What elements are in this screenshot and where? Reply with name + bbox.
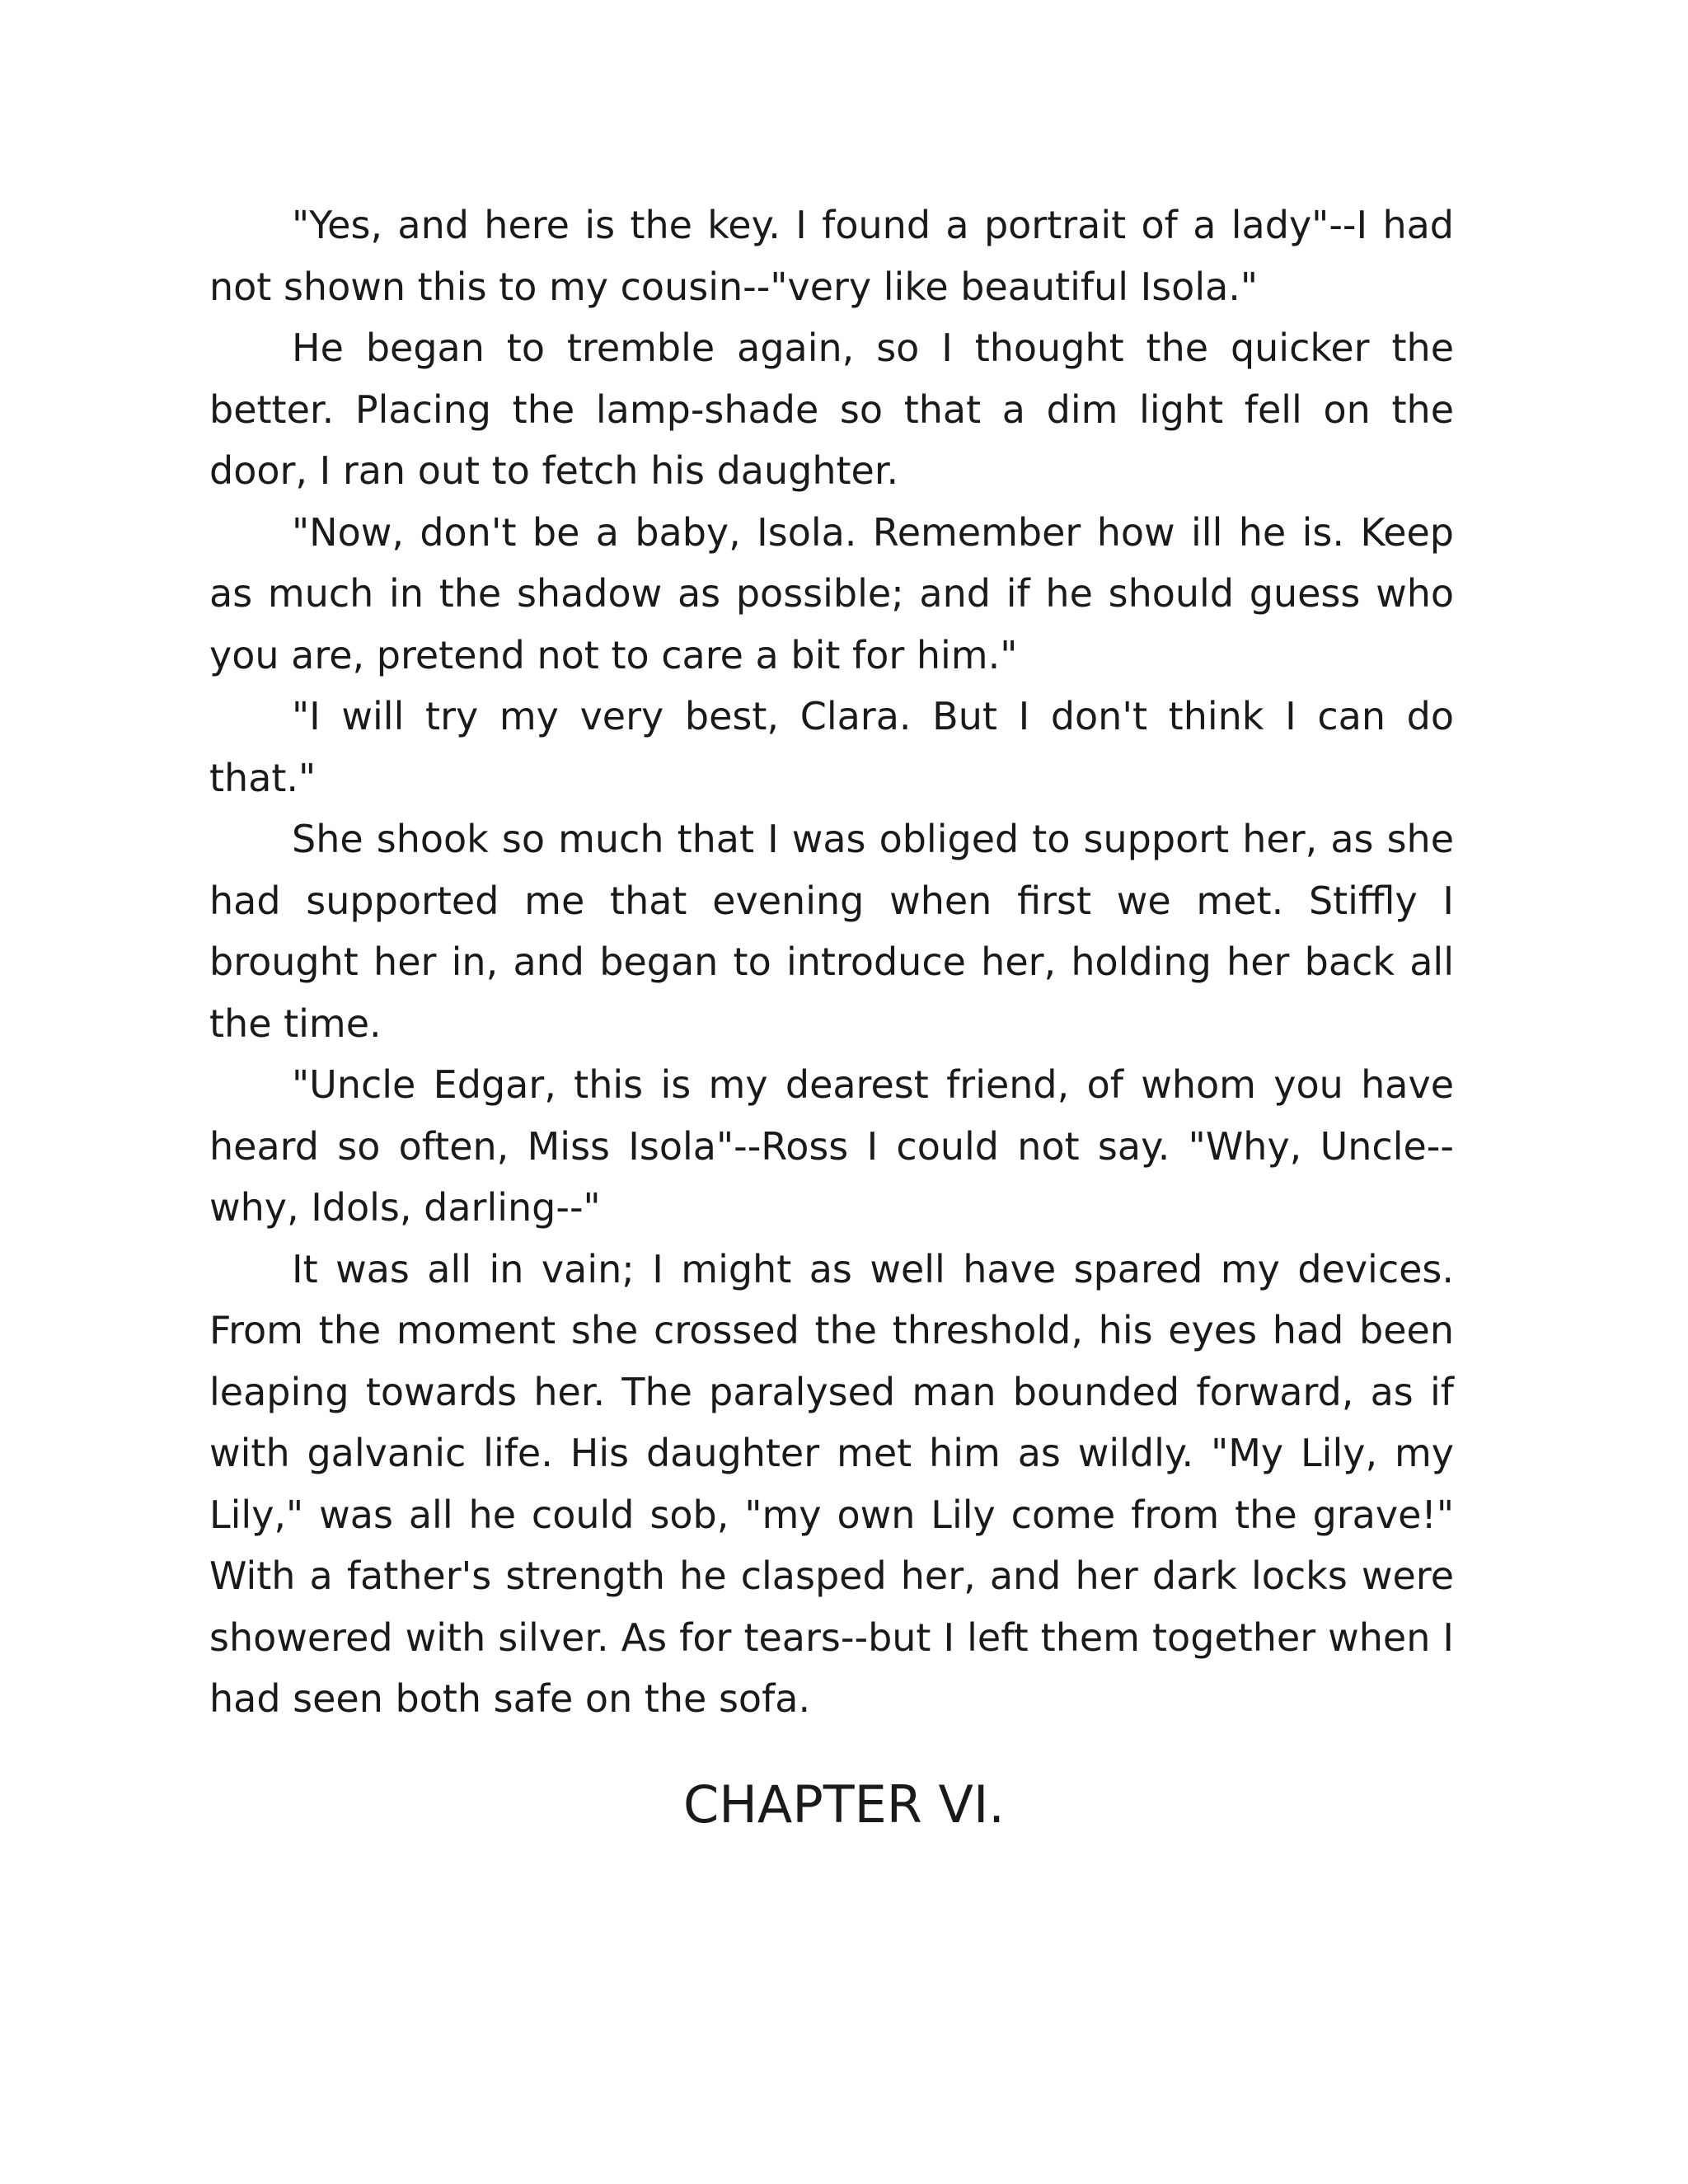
paragraph: It was all in vain; I might as well have spared my devices. From the moment she crossed the threshold, his eyes had been leaping towards her. The paralysed man bounded forward, as if with galvanic life. His daughter met him as wildly. "My Lily, my Lily," was all he could sob, "my own Lily come from the grave!" With a father's strength he clasped her, and her dark locks were showered with silver. As for tears--but I left them together when I had seen both safe on the sofa. (209, 1246, 1454, 1721)
page-body (209, 194, 1454, 1730)
paragraph: "Now, don't be a baby, Isola. Remember how ill he is. Keep as much in the shadow as possible; and if he should guess who you are, pretend not to care a bit for him." (209, 509, 1454, 677)
paragraph: She shook so much that I was obliged to support her, as she had supported me that evening when first we met. Stiffly I brought her in, and began to introduce her, holding her back all the time. (209, 817, 1454, 1046)
paragraph: He began to tremble again, so I thought the quicker the better. Placing the lamp-shade so that a dim light fell on the door, I ran out to fetch his daughter. (209, 326, 1454, 493)
chapter-heading: CHAPTER VI. (683, 1774, 1005, 1835)
paragraph: "Yes, and here is the key. I found a portrait of a lady"--I had not shown this to my cousin--"very like beautiful Isola." (209, 203, 1454, 309)
paragraph: "Uncle Edgar, this is my dearest friend, of whom you have heard so often, Miss Isola"--Ross I could not say. "Why, Uncle--why, Idols, darling--" (209, 1062, 1454, 1230)
paragraph: "I will try my very best, Clara. But I don't think I can do that." (209, 694, 1454, 800)
